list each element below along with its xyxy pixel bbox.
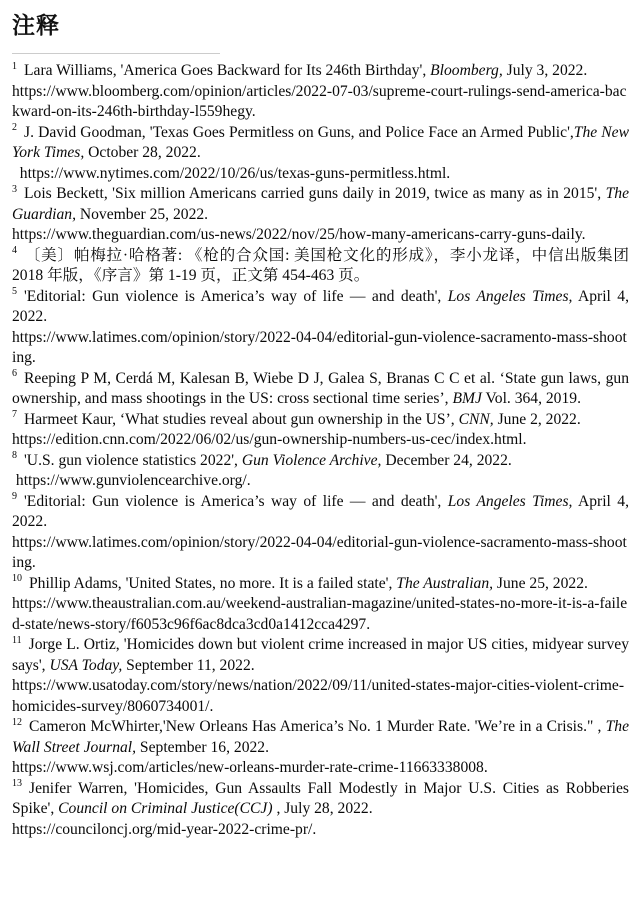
note-text: Vol. 364, 2019.: [481, 390, 581, 407]
note-source-name: Council on Criminal Justice(CCJ): [58, 800, 273, 817]
note-url: https://www.bloomberg.com/opinion/articles/2022-07-03/supreme-court-rulings-send-america-backward-on-its-246th-birthday-l559hegy.: [12, 82, 627, 120]
note-url: https://edition.cnn.com/2022/06/02/us/gun-ownership-numbers-us-cec/index.html.: [12, 431, 527, 448]
note-number: 11: [12, 634, 22, 646]
note-number: 4: [12, 245, 17, 257]
note-text: 'Editorial: Gun violence is America’s way of life — and death',: [24, 492, 448, 510]
note-text: Phillip Adams, 'United States, no more. It is a failed state',: [29, 574, 397, 592]
note-source-name: CNN,: [458, 410, 494, 428]
note-source-name: BMJ: [452, 390, 482, 407]
note-url: https://www.usatoday.com/story/news/nation/2022/09/11/united-states-major-cities-violent-crime-homicides-survey/8060734001/.: [12, 677, 625, 715]
note-text: J. David Goodman, 'Texas Goes Permitless on Guns, and Police Face an Armed Public',: [24, 123, 574, 141]
note-url: https://counciloncj.org/mid-year-2022-crime-pr/.: [12, 820, 317, 838]
note-item: [12, 287, 629, 369]
note-text: Jorge L. Ortiz, 'Homicides down but violent crime increased in major US cities, midyear survey says',: [12, 636, 629, 674]
note-url: https://www.theaustralian.com.au/weekend-australian-magazine/united-states-no-more-it-is-a-failed-state/news-story/f6053c96f6ac8dca3cd0a1412cca4297.: [12, 595, 628, 633]
note-number: 3: [12, 183, 17, 195]
note-url: https://www.latimes.com/opinion/story/2022-04-04/editorial-gun-violence-sacramento-mass-shooting.: [12, 533, 627, 571]
note-text: Lois Beckett, 'Six million Americans carried guns daily in 2019, twice as many as in 2015',: [24, 185, 606, 202]
note-text: November 25, 2022.: [75, 205, 209, 223]
note-text: April 4, 2022.: [12, 492, 629, 530]
note-text: September 11, 2022.: [122, 656, 255, 674]
note-number: 5: [12, 286, 17, 298]
note-source-name: The New York Times,: [12, 123, 629, 161]
note-source-name: Los Angeles Times,: [447, 492, 573, 510]
note-text: 〔美〕帕梅拉·哈格著: 《枪的合众国: 美国枪文化的形成》，李小龙译，中信出版集团 2018 年版，《序言》第 1-19 页，正文第 454-463 页。: [12, 246, 629, 284]
note-source-name: USA Today,: [49, 656, 123, 674]
note-text: Reeping P M, Cerdá M, Kalesan B, Wiebe D J, Galea S, Branas C C et al. ‘State gun laws, gun ownership, and mass shootings in the US: cross sectional time series’,: [12, 369, 629, 407]
page-title: 注释: [12, 12, 60, 38]
note-text: April 4, 2022.: [12, 287, 629, 325]
note-text: , July 28, 2022.: [272, 800, 373, 817]
note-item: [12, 779, 629, 841]
note-item: [12, 61, 629, 123]
note-number: 13: [12, 778, 22, 790]
note-item: [12, 123, 629, 185]
note-number: 7: [12, 409, 17, 421]
note-text: October 28, 2022.: [84, 144, 201, 161]
note-number: 12: [12, 716, 22, 728]
note-text: July 3, 2022.: [502, 62, 588, 79]
note-url: https://www.gunviolencearchive.org/.: [12, 472, 251, 489]
note-text: December 24, 2022.: [381, 451, 512, 469]
note-number: 2: [12, 122, 17, 134]
note-source-name: The Australian,: [396, 574, 494, 592]
note-text: Harmeet Kaur, ‘What studies reveal about gun ownership in the US’,: [24, 410, 459, 428]
note-url: https://www.wsj.com/articles/new-orleans-murder-rate-crime-11663338008.: [12, 759, 488, 776]
note-number: 8: [12, 450, 17, 462]
note-item: [12, 451, 629, 492]
footnotes-list: [12, 61, 629, 840]
note-number: 10: [12, 573, 22, 585]
note-text: September 16, 2022.: [136, 738, 269, 756]
note-text: Cameron McWhirter,'New Orleans Has America’s No. 1 Murder Rate. 'We’re in a Crisis." ,: [29, 718, 606, 735]
note-source-name: The Guardian,: [12, 185, 629, 223]
note-source-name: Bloomberg,: [430, 62, 503, 79]
note-item: [12, 246, 629, 287]
note-text: June 2, 2022.: [493, 410, 581, 428]
note-number: 1: [12, 60, 17, 72]
note-source-name: Los Angeles Times,: [447, 287, 573, 305]
note-item: [12, 574, 629, 636]
note-text: Jenifer Warren, 'Homicides, Gun Assaults Fall Modestly in Major U.S. Cities as Robberies Spike',: [12, 779, 629, 817]
note-number: 6: [12, 368, 17, 380]
note-url: https://www.theguardian.com/us-news/2022/nov/25/how-many-americans-carry-guns-daily.: [12, 226, 586, 243]
note-text: 'U.S. gun violence statistics 2022',: [24, 451, 242, 469]
note-text: Lara Williams, 'America Goes Backward for Its 246th Birthday',: [24, 62, 431, 79]
note-url: https://www.nytimes.com/2022/10/26/us/texas-guns-permitless.html.: [12, 164, 451, 182]
note-url: https://www.latimes.com/opinion/story/2022-04-04/editorial-gun-violence-sacramento-mass-shooting.: [12, 328, 627, 366]
note-item: [12, 717, 629, 779]
title-divider: [12, 53, 220, 54]
note-item: [12, 635, 629, 717]
note-text: June 25, 2022.: [493, 574, 588, 592]
note-text: 'Editorial: Gun violence is America’s way of life — and death',: [24, 287, 448, 305]
note-source-name: The Wall Street Journal,: [12, 718, 629, 756]
note-item: [12, 184, 629, 246]
note-item: [12, 492, 629, 574]
note-item: [12, 369, 629, 410]
note-source-name: Gun Violence Archive,: [241, 451, 382, 469]
note-item: [12, 410, 629, 451]
note-number: 9: [12, 491, 17, 503]
